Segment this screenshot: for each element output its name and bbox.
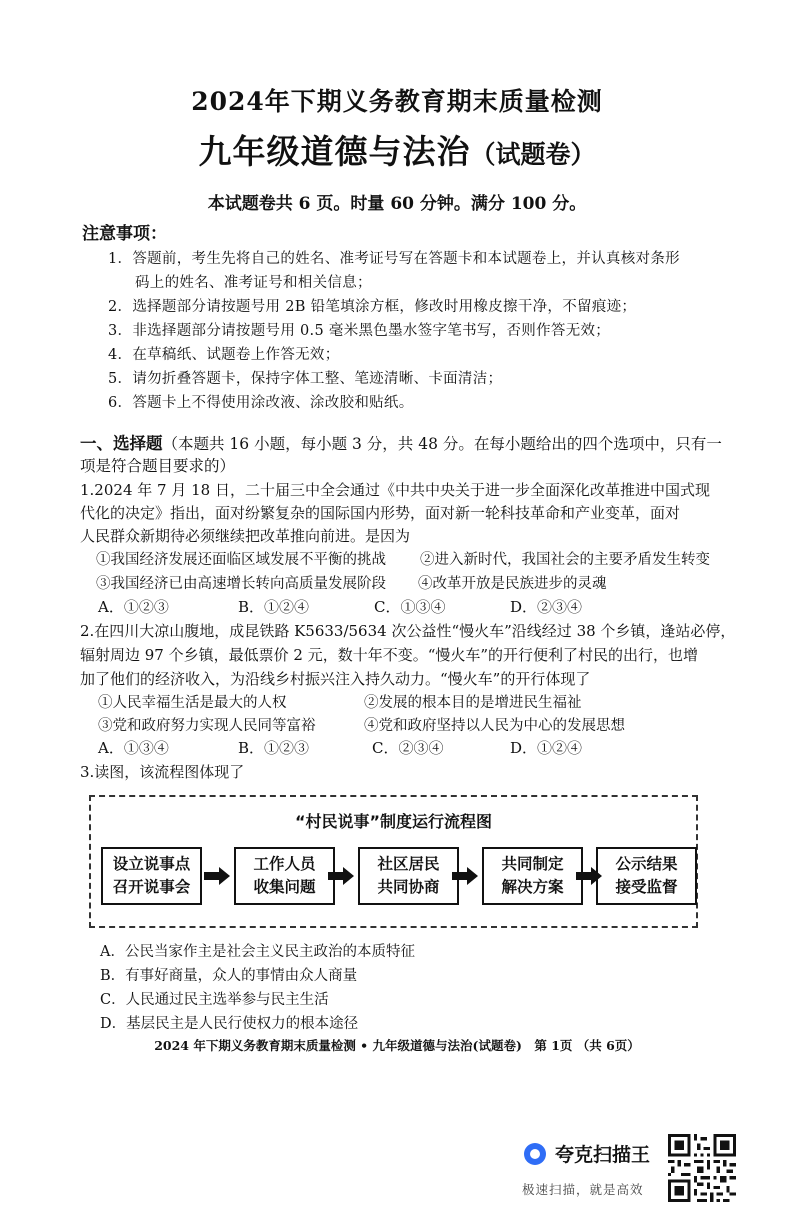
- scanner-slogan: 极速扫描，就是高效: [522, 1182, 644, 1197]
- arrow-right-icon: [328, 867, 354, 885]
- notice-item: 2．选择题部分请按题号用 2B 铅笔填涂方框，修改时用橡皮擦干净，不留痕迹；: [108, 299, 637, 315]
- question-1-text: 人民群众新期待必须继续把改革推向前进。是因为: [80, 527, 411, 545]
- q2-option-a: A．①③④: [98, 739, 169, 757]
- q1-statement: ④改革开放是民族进步的灵魂: [418, 576, 607, 592]
- q2-statement: ①人民幸福生活是最大的人权: [98, 695, 287, 711]
- q2-option-d: D．①②④: [510, 739, 583, 757]
- scanner-app-name: 夸克扫描王: [555, 1144, 651, 1166]
- section-desc: （本题共 16 小题，每小题 3 分，共 48 分。在每小题给出的四个选项中，只有一: [162, 435, 722, 453]
- question-1-text: 代化的决定》指出，面对纷繁复杂的国际国内形势，面对新一轮科技革命和产业变革，面对: [80, 504, 681, 522]
- notice-item: 码上的姓名、准考证号和相关信息；: [135, 275, 372, 291]
- section-label: 一、选择题: [80, 434, 163, 453]
- q1-statement: ③我国经济已由高速增长转向高质量发展阶段: [96, 576, 386, 592]
- notice-item: 6．答题卡上不得使用涂改液、涂改胶和贴纸。: [108, 395, 414, 411]
- flow-step-1: [101, 847, 202, 905]
- notice-item: 3．非选择题部分请按题号用 0.5 毫米黑色墨水签字笔书写，否则作答无效；: [108, 323, 611, 339]
- q2-statement: ②发展的根本目的是增进民生福祉: [364, 695, 582, 711]
- q3-option-c: C．人民通过民主选举参与民主生活: [100, 992, 329, 1008]
- flow-step-text: 收集问题: [253, 878, 316, 896]
- flow-step-5: [596, 847, 697, 905]
- flow-step-text: 接受监督: [615, 878, 678, 896]
- qr-code-icon: [668, 1134, 736, 1202]
- flow-step-text: 召开说事会: [112, 878, 191, 896]
- question-3-text: 3.读图，该流程图体现了: [80, 763, 245, 781]
- section-heading: [80, 430, 722, 454]
- scanner-logo-icon: [524, 1143, 546, 1165]
- scanner-logo: [524, 1140, 650, 1167]
- notice-item: 5．请勿折叠答题卡，保持字体工整、笔迹清晰、卡面清洁；: [108, 371, 503, 387]
- exam-info: 本试题卷共 6 页。时量 60 分钟。满分 100 分。: [207, 194, 587, 214]
- q3-option-a: A．公民当家作主是社会主义民主政治的本质特征: [100, 944, 415, 960]
- flow-step-text: 共同协商: [377, 878, 440, 896]
- subject-name: 九年级道德与法治: [198, 132, 471, 171]
- flow-step-text: 解决方案: [501, 878, 564, 896]
- flow-step-text: 共同制定: [501, 855, 564, 873]
- notice-item: 1．答题前，考生先将自己的姓名、准考证号写在答题卡和本试题卷上，并认真核对条形: [108, 251, 680, 267]
- q3-option-d: D．基层民主是人民行使权力的根本途径: [100, 1016, 359, 1032]
- q3-option-b: B．有事好商量，众人的事情由众人商量: [100, 968, 358, 984]
- section-desc-cont: 项是符合题目要求的）: [80, 457, 236, 475]
- question-2-text: 辐射周边 97 个乡镇，最低票价 2 元，数十年不变。“慢火车”的开行便利了村民的出行，也增: [80, 646, 699, 664]
- flow-step-2: [234, 847, 335, 905]
- notice-heading: 注意事项：: [82, 224, 167, 244]
- flow-step-text: 设立说事点: [112, 855, 191, 873]
- flow-step-text: 社区居民: [377, 855, 440, 873]
- subject-title: [0, 126, 794, 173]
- q1-statement: ①我国经济发展还面临区域发展不平衡的挑战: [96, 552, 386, 568]
- q2-option-b: B．①②③: [238, 739, 310, 757]
- arrow-right-icon: [204, 867, 230, 885]
- q1-option-a: A．①②③: [98, 598, 169, 616]
- q2-option-c: C．②③④: [372, 739, 444, 757]
- page-footer: 2024 年下期义务教育期末质量检测 • 九年级道德与法治(试题卷) 第 1页 （共 6页）: [154, 1038, 640, 1053]
- flow-step-text: 工作人员: [253, 855, 316, 873]
- q2-statement: ③党和政府努力实现人民同等富裕: [98, 718, 316, 734]
- notice-item: 4．在草稿纸、试题卷上作答无效；: [108, 347, 340, 363]
- q1-option-c: C．①③④: [374, 598, 446, 616]
- q1-option-d: D．②③④: [510, 598, 583, 616]
- paper-type: （试题卷）: [470, 140, 596, 169]
- flow-step-text: 公示结果: [615, 855, 678, 873]
- flow-step-3: [358, 847, 459, 905]
- flowchart-title: “村民说事”制度运行流程图: [294, 812, 493, 831]
- q2-statement: ④党和政府坚持以人民为中心的发展思想: [364, 718, 625, 734]
- exam-title: 2024年下期义务教育期末质量检测: [191, 87, 603, 116]
- question-2-text: 2.在四川大凉山腹地，成昆铁路 K5633/5634 次公益性“慢火车”沿线经过 38 个乡镇，逢站必停，: [80, 622, 736, 640]
- flow-step-4: [482, 847, 583, 905]
- q1-option-b: B．①②④: [238, 598, 310, 616]
- q1-statement: ②进入新时代，我国社会的主要矛盾发生转变: [420, 552, 710, 568]
- flowchart: [89, 795, 698, 928]
- question-1-text: 1.2024 年 7 月 18 日，二十届三中全会通过《中共中央关于进一步全面深化改革推进中国式现: [80, 481, 710, 499]
- arrow-right-icon: [452, 867, 478, 885]
- question-2-text: 加了他们的经济收入，为沿线乡村振兴注入持久动力。“慢火车”的开行体现了: [80, 670, 591, 688]
